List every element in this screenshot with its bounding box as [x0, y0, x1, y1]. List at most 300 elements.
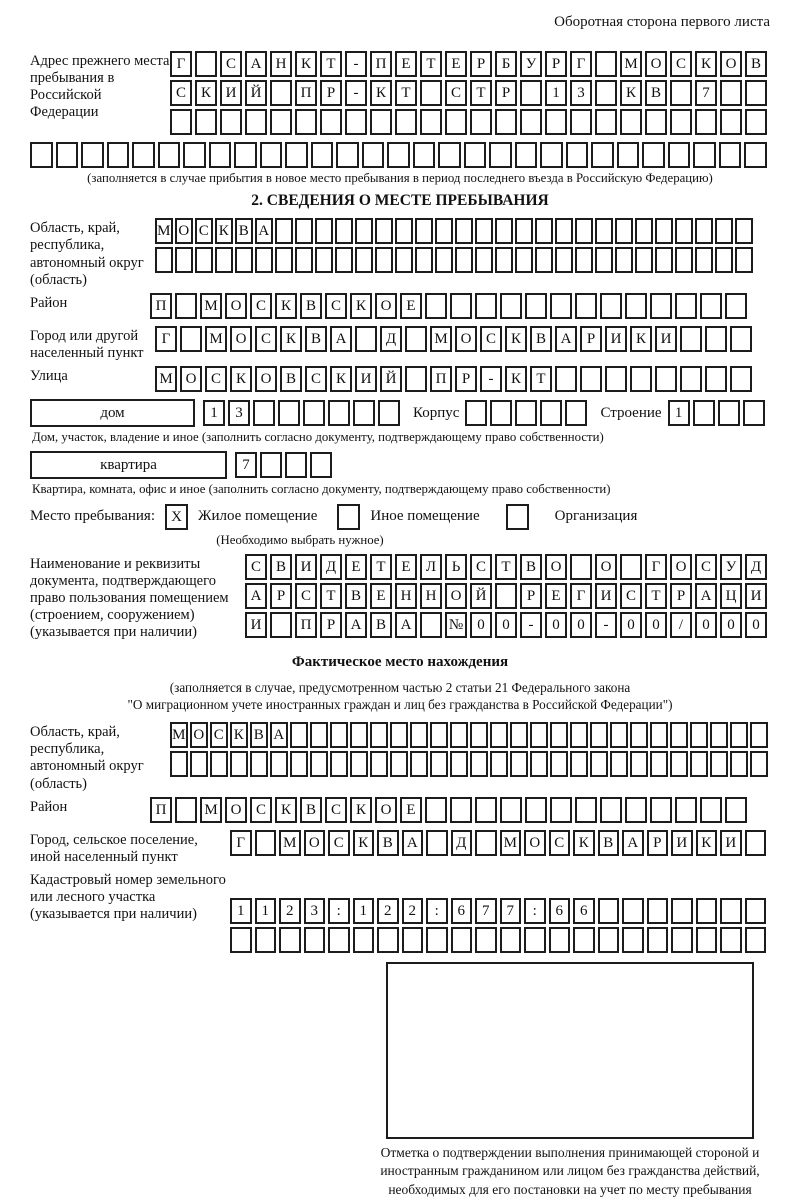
- char-cell[interactable]: [730, 326, 752, 352]
- char-cell[interactable]: [530, 722, 548, 748]
- char-cell[interactable]: Г: [570, 583, 592, 609]
- char-cell[interactable]: И: [355, 366, 377, 392]
- char-cell[interactable]: О: [375, 293, 397, 319]
- char-cell[interactable]: Б: [495, 51, 517, 77]
- char-cell[interactable]: П: [295, 612, 317, 638]
- char-cell[interactable]: И: [295, 554, 317, 580]
- char-cell[interactable]: [668, 142, 691, 168]
- char-cell[interactable]: [696, 898, 718, 924]
- char-cell[interactable]: О: [445, 583, 467, 609]
- char-cell[interactable]: [450, 293, 472, 319]
- char-cell[interactable]: У: [720, 554, 742, 580]
- char-cell[interactable]: Р: [520, 583, 542, 609]
- char-cell[interactable]: Е: [445, 51, 467, 77]
- char-cell[interactable]: О: [595, 554, 617, 580]
- char-cell[interactable]: [745, 109, 767, 135]
- stay-type-checkbox-residential[interactable]: X: [165, 504, 188, 530]
- char-cell[interactable]: [720, 898, 742, 924]
- char-cell[interactable]: [270, 80, 292, 106]
- char-cell[interactable]: [362, 142, 385, 168]
- char-cell[interactable]: 0: [545, 612, 567, 638]
- char-cell[interactable]: [730, 722, 748, 748]
- char-cell[interactable]: Е: [400, 797, 422, 823]
- char-cell[interactable]: Д: [380, 326, 402, 352]
- char-cell[interactable]: [655, 247, 673, 273]
- char-cell[interactable]: 1: [230, 898, 252, 924]
- char-cell[interactable]: [575, 293, 597, 319]
- char-cell[interactable]: И: [245, 612, 267, 638]
- char-cell[interactable]: [310, 722, 328, 748]
- char-cell[interactable]: -: [480, 366, 502, 392]
- char-cell[interactable]: [690, 751, 708, 777]
- char-cell[interactable]: [56, 142, 79, 168]
- char-cell[interactable]: [675, 218, 693, 244]
- char-cell[interactable]: [600, 293, 622, 319]
- char-cell[interactable]: В: [235, 218, 253, 244]
- char-cell[interactable]: С: [695, 554, 717, 580]
- char-cell[interactable]: В: [520, 554, 542, 580]
- char-cell[interactable]: К: [295, 51, 317, 77]
- char-cell[interactable]: В: [645, 80, 667, 106]
- char-cell[interactable]: К: [195, 80, 217, 106]
- char-cell[interactable]: С: [549, 830, 571, 856]
- char-cell[interactable]: С: [325, 797, 347, 823]
- char-cell[interactable]: 7: [500, 898, 522, 924]
- char-cell[interactable]: [270, 109, 292, 135]
- char-cell[interactable]: Т: [320, 583, 342, 609]
- char-cell[interactable]: И: [671, 830, 693, 856]
- char-cell[interactable]: [245, 109, 267, 135]
- char-cell[interactable]: [650, 293, 672, 319]
- char-cell[interactable]: [595, 218, 613, 244]
- char-cell[interactable]: [335, 247, 353, 273]
- char-cell[interactable]: [515, 247, 533, 273]
- char-cell[interactable]: Й: [470, 583, 492, 609]
- char-cell[interactable]: [745, 80, 767, 106]
- char-cell[interactable]: [750, 722, 768, 748]
- char-cell[interactable]: [675, 797, 697, 823]
- char-cell[interactable]: Н: [420, 583, 442, 609]
- char-cell[interactable]: Т: [645, 583, 667, 609]
- char-cell[interactable]: 7: [695, 80, 717, 106]
- char-cell[interactable]: [695, 218, 713, 244]
- char-cell[interactable]: [690, 722, 708, 748]
- char-cell[interactable]: [500, 927, 522, 953]
- char-cell[interactable]: [370, 109, 392, 135]
- char-cell[interactable]: [210, 751, 228, 777]
- char-cell[interactable]: Д: [451, 830, 473, 856]
- char-cell[interactable]: [155, 247, 173, 273]
- char-cell[interactable]: [475, 293, 497, 319]
- char-cell[interactable]: Р: [320, 612, 342, 638]
- char-cell[interactable]: [600, 797, 622, 823]
- char-cell[interactable]: [595, 51, 617, 77]
- stay-type-checkbox-organization[interactable]: [506, 504, 529, 530]
- char-cell[interactable]: [495, 247, 513, 273]
- char-cell[interactable]: [590, 722, 608, 748]
- char-cell[interactable]: А: [255, 218, 273, 244]
- char-cell[interactable]: [426, 927, 448, 953]
- char-cell[interactable]: [610, 722, 628, 748]
- char-cell[interactable]: -: [345, 80, 367, 106]
- char-cell[interactable]: [575, 247, 593, 273]
- char-cell[interactable]: [705, 366, 727, 392]
- char-cell[interactable]: №: [445, 612, 467, 638]
- char-cell[interactable]: [595, 109, 617, 135]
- char-cell[interactable]: [719, 142, 742, 168]
- char-cell[interactable]: О: [720, 51, 742, 77]
- char-cell[interactable]: [413, 142, 436, 168]
- char-cell[interactable]: /: [670, 612, 692, 638]
- char-cell[interactable]: Е: [395, 51, 417, 77]
- char-cell[interactable]: [535, 218, 553, 244]
- char-cell[interactable]: О: [230, 326, 252, 352]
- char-cell[interactable]: [180, 326, 202, 352]
- char-cell[interactable]: Т: [495, 554, 517, 580]
- char-cell[interactable]: И: [220, 80, 242, 106]
- char-cell[interactable]: [420, 109, 442, 135]
- char-cell[interactable]: [745, 830, 767, 856]
- char-cell[interactable]: [315, 247, 333, 273]
- char-cell[interactable]: [387, 142, 410, 168]
- char-cell[interactable]: [515, 400, 537, 426]
- char-cell[interactable]: [375, 218, 393, 244]
- char-cell[interactable]: [605, 366, 627, 392]
- char-cell[interactable]: Е: [345, 554, 367, 580]
- char-cell[interactable]: К: [230, 722, 248, 748]
- char-cell[interactable]: [575, 797, 597, 823]
- char-cell[interactable]: 1: [353, 898, 375, 924]
- char-cell[interactable]: М: [620, 51, 642, 77]
- char-cell[interactable]: Й: [245, 80, 267, 106]
- char-cell[interactable]: [253, 400, 275, 426]
- char-cell[interactable]: [215, 247, 233, 273]
- char-cell[interactable]: [353, 927, 375, 953]
- char-cell[interactable]: [610, 751, 628, 777]
- char-cell[interactable]: [390, 751, 408, 777]
- char-cell[interactable]: Й: [380, 366, 402, 392]
- char-cell[interactable]: [743, 400, 765, 426]
- char-cell[interactable]: У: [520, 51, 542, 77]
- char-cell[interactable]: [275, 218, 293, 244]
- char-cell[interactable]: [279, 927, 301, 953]
- char-cell[interactable]: [693, 400, 715, 426]
- char-cell[interactable]: К: [275, 797, 297, 823]
- char-cell[interactable]: Е: [395, 554, 417, 580]
- char-cell[interactable]: [425, 797, 447, 823]
- char-cell[interactable]: К: [505, 326, 527, 352]
- char-cell[interactable]: М: [200, 293, 222, 319]
- char-cell[interactable]: [555, 366, 577, 392]
- char-cell[interactable]: А: [395, 612, 417, 638]
- char-cell[interactable]: [575, 218, 593, 244]
- char-cell[interactable]: [515, 142, 538, 168]
- char-cell[interactable]: Е: [370, 583, 392, 609]
- char-cell[interactable]: [700, 797, 722, 823]
- char-cell[interactable]: [195, 109, 217, 135]
- char-cell[interactable]: О: [225, 293, 247, 319]
- char-cell[interactable]: [655, 366, 677, 392]
- char-cell[interactable]: [390, 722, 408, 748]
- char-cell[interactable]: :: [524, 898, 546, 924]
- char-cell[interactable]: Т: [320, 51, 342, 77]
- char-cell[interactable]: [410, 751, 428, 777]
- char-cell[interactable]: А: [555, 326, 577, 352]
- char-cell[interactable]: [275, 247, 293, 273]
- char-cell[interactable]: М: [170, 722, 188, 748]
- char-cell[interactable]: К: [275, 293, 297, 319]
- char-cell[interactable]: [255, 247, 273, 273]
- char-cell[interactable]: [520, 109, 542, 135]
- char-cell[interactable]: [745, 898, 767, 924]
- char-cell[interactable]: И: [605, 326, 627, 352]
- char-cell[interactable]: [540, 142, 563, 168]
- char-cell[interactable]: [620, 109, 642, 135]
- char-cell[interactable]: [550, 751, 568, 777]
- char-cell[interactable]: [566, 142, 589, 168]
- char-cell[interactable]: [675, 247, 693, 273]
- char-cell[interactable]: [695, 109, 717, 135]
- char-cell[interactable]: Д: [745, 554, 767, 580]
- char-cell[interactable]: Р: [545, 51, 567, 77]
- char-cell[interactable]: [30, 142, 53, 168]
- char-cell[interactable]: С: [255, 326, 277, 352]
- char-cell[interactable]: [420, 80, 442, 106]
- char-cell[interactable]: [720, 80, 742, 106]
- char-cell[interactable]: С: [328, 830, 350, 856]
- char-cell[interactable]: [377, 927, 399, 953]
- char-cell[interactable]: [670, 109, 692, 135]
- char-cell[interactable]: [725, 797, 747, 823]
- char-cell[interactable]: К: [350, 293, 372, 319]
- char-cell[interactable]: П: [370, 51, 392, 77]
- char-cell[interactable]: [622, 927, 644, 953]
- char-cell[interactable]: [650, 751, 668, 777]
- char-cell[interactable]: [345, 109, 367, 135]
- char-cell[interactable]: [234, 142, 257, 168]
- char-cell[interactable]: [590, 751, 608, 777]
- char-cell[interactable]: [378, 400, 400, 426]
- char-cell[interactable]: [175, 797, 197, 823]
- char-cell[interactable]: С: [250, 797, 272, 823]
- char-cell[interactable]: С: [220, 51, 242, 77]
- char-cell[interactable]: С: [250, 293, 272, 319]
- char-cell[interactable]: [591, 142, 614, 168]
- char-cell[interactable]: [622, 898, 644, 924]
- char-cell[interactable]: Ц: [720, 583, 742, 609]
- char-cell[interactable]: [415, 218, 433, 244]
- char-cell[interactable]: Р: [455, 366, 477, 392]
- char-cell[interactable]: П: [150, 293, 172, 319]
- char-cell[interactable]: А: [345, 612, 367, 638]
- char-cell[interactable]: [489, 142, 512, 168]
- char-cell[interactable]: [450, 722, 468, 748]
- char-cell[interactable]: [430, 751, 448, 777]
- char-cell[interactable]: [435, 247, 453, 273]
- char-cell[interactable]: [670, 751, 688, 777]
- char-cell[interactable]: [405, 326, 427, 352]
- char-cell[interactable]: [695, 247, 713, 273]
- char-cell[interactable]: [405, 366, 427, 392]
- char-cell[interactable]: [475, 797, 497, 823]
- char-cell[interactable]: [715, 218, 733, 244]
- char-cell[interactable]: 6: [549, 898, 571, 924]
- char-cell[interactable]: [720, 109, 742, 135]
- char-cell[interactable]: [355, 218, 373, 244]
- char-cell[interactable]: [450, 797, 472, 823]
- char-cell[interactable]: [495, 109, 517, 135]
- char-cell[interactable]: 3: [304, 898, 326, 924]
- char-cell[interactable]: [647, 927, 669, 953]
- char-cell[interactable]: 0: [695, 612, 717, 638]
- char-cell[interactable]: [270, 612, 292, 638]
- char-cell[interactable]: [735, 218, 753, 244]
- char-cell[interactable]: С: [670, 51, 692, 77]
- char-cell[interactable]: С: [620, 583, 642, 609]
- char-cell[interactable]: С: [295, 583, 317, 609]
- char-cell[interactable]: [475, 247, 493, 273]
- char-cell[interactable]: С: [470, 554, 492, 580]
- char-cell[interactable]: [675, 293, 697, 319]
- char-cell[interactable]: [670, 80, 692, 106]
- char-cell[interactable]: [490, 751, 508, 777]
- char-cell[interactable]: -: [595, 612, 617, 638]
- char-cell[interactable]: К: [350, 797, 372, 823]
- char-cell[interactable]: [655, 218, 673, 244]
- char-cell[interactable]: С: [480, 326, 502, 352]
- char-cell[interactable]: [650, 722, 668, 748]
- char-cell[interactable]: [750, 751, 768, 777]
- char-cell[interactable]: [290, 722, 308, 748]
- char-cell[interactable]: [700, 293, 722, 319]
- char-cell[interactable]: [730, 751, 748, 777]
- char-cell[interactable]: [330, 751, 348, 777]
- char-cell[interactable]: [355, 247, 373, 273]
- char-cell[interactable]: [565, 400, 587, 426]
- char-cell[interactable]: В: [300, 797, 322, 823]
- char-cell[interactable]: С: [170, 80, 192, 106]
- char-cell[interactable]: [311, 142, 334, 168]
- char-cell[interactable]: [524, 927, 546, 953]
- char-cell[interactable]: [570, 722, 588, 748]
- char-cell[interactable]: Р: [580, 326, 602, 352]
- char-cell[interactable]: [490, 400, 512, 426]
- char-cell[interactable]: [642, 142, 665, 168]
- char-cell[interactable]: А: [245, 583, 267, 609]
- char-cell[interactable]: [255, 830, 277, 856]
- char-cell[interactable]: [451, 927, 473, 953]
- char-cell[interactable]: [625, 293, 647, 319]
- char-cell[interactable]: [295, 247, 313, 273]
- char-cell[interactable]: 1: [545, 80, 567, 106]
- char-cell[interactable]: [260, 452, 282, 478]
- char-cell[interactable]: [278, 400, 300, 426]
- char-cell[interactable]: Г: [645, 554, 667, 580]
- char-cell[interactable]: :: [426, 898, 448, 924]
- char-cell[interactable]: 2: [279, 898, 301, 924]
- char-cell[interactable]: О: [190, 722, 208, 748]
- char-cell[interactable]: Д: [320, 554, 342, 580]
- char-cell[interactable]: М: [279, 830, 301, 856]
- char-cell[interactable]: [540, 400, 562, 426]
- stay-type-checkbox-other[interactable]: [337, 504, 360, 530]
- char-cell[interactable]: [190, 751, 208, 777]
- char-cell[interactable]: [230, 927, 252, 953]
- char-cell[interactable]: [328, 927, 350, 953]
- char-cell[interactable]: И: [655, 326, 677, 352]
- char-cell[interactable]: [209, 142, 232, 168]
- char-cell[interactable]: [470, 722, 488, 748]
- char-cell[interactable]: П: [150, 797, 172, 823]
- char-cell[interactable]: С: [195, 218, 213, 244]
- char-cell[interactable]: [438, 142, 461, 168]
- char-cell[interactable]: [670, 722, 688, 748]
- char-cell[interactable]: В: [250, 722, 268, 748]
- char-cell[interactable]: [107, 142, 130, 168]
- char-cell[interactable]: [615, 218, 633, 244]
- char-cell[interactable]: В: [377, 830, 399, 856]
- char-cell[interactable]: А: [622, 830, 644, 856]
- char-cell[interactable]: Т: [420, 51, 442, 77]
- char-cell[interactable]: [500, 293, 522, 319]
- char-cell[interactable]: [715, 247, 733, 273]
- char-cell[interactable]: [744, 142, 767, 168]
- char-cell[interactable]: И: [745, 583, 767, 609]
- char-cell[interactable]: М: [205, 326, 227, 352]
- char-cell[interactable]: П: [430, 366, 452, 392]
- char-cell[interactable]: [304, 927, 326, 953]
- char-cell[interactable]: О: [645, 51, 667, 77]
- char-cell[interactable]: О: [225, 797, 247, 823]
- char-cell[interactable]: [420, 612, 442, 638]
- char-cell[interactable]: [525, 797, 547, 823]
- char-cell[interactable]: [395, 218, 413, 244]
- char-cell[interactable]: Р: [495, 80, 517, 106]
- char-cell[interactable]: [395, 247, 413, 273]
- char-cell[interactable]: [195, 247, 213, 273]
- char-cell[interactable]: С: [305, 366, 327, 392]
- char-cell[interactable]: [555, 218, 573, 244]
- char-cell[interactable]: О: [670, 554, 692, 580]
- char-cell[interactable]: [455, 218, 473, 244]
- char-cell[interactable]: А: [330, 326, 352, 352]
- char-cell[interactable]: [625, 797, 647, 823]
- char-cell[interactable]: 0: [495, 612, 517, 638]
- char-cell[interactable]: [295, 109, 317, 135]
- char-cell[interactable]: [336, 142, 359, 168]
- char-cell[interactable]: Е: [400, 293, 422, 319]
- char-cell[interactable]: В: [745, 51, 767, 77]
- char-cell[interactable]: [500, 797, 522, 823]
- char-cell[interactable]: [230, 751, 248, 777]
- char-cell[interactable]: [270, 751, 288, 777]
- char-cell[interactable]: [515, 218, 533, 244]
- char-cell[interactable]: Н: [395, 583, 417, 609]
- char-cell[interactable]: [570, 554, 592, 580]
- char-cell[interactable]: [635, 247, 653, 273]
- char-cell[interactable]: [310, 452, 332, 478]
- char-cell[interactable]: Г: [155, 326, 177, 352]
- char-cell[interactable]: [320, 109, 342, 135]
- char-cell[interactable]: [510, 751, 528, 777]
- char-cell[interactable]: К: [696, 830, 718, 856]
- char-cell[interactable]: [595, 80, 617, 106]
- char-cell[interactable]: [235, 247, 253, 273]
- char-cell[interactable]: [630, 751, 648, 777]
- char-cell[interactable]: [525, 293, 547, 319]
- char-cell[interactable]: [395, 109, 417, 135]
- char-cell[interactable]: [598, 927, 620, 953]
